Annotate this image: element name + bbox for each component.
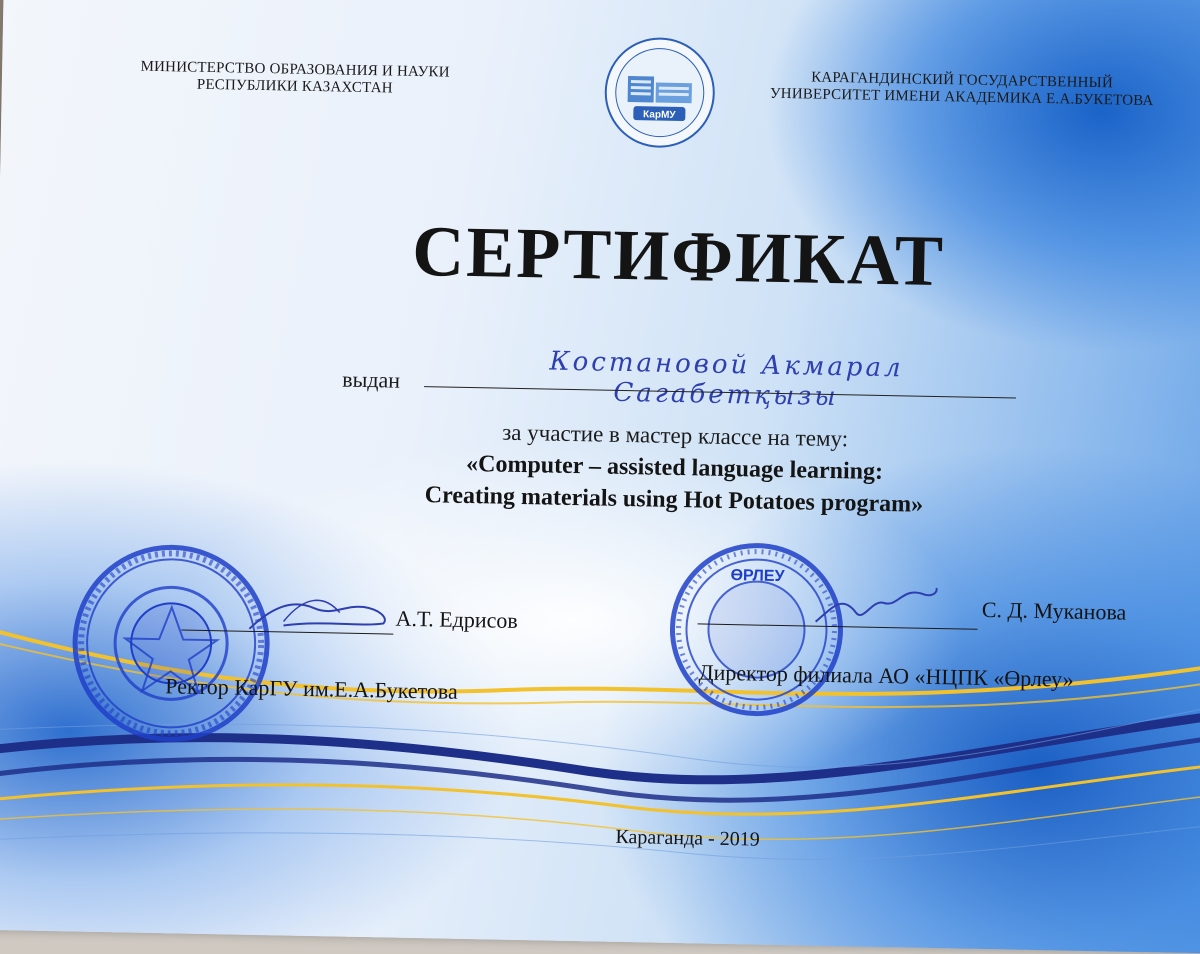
header-university-line1: КАРАГАНДИНСКИЙ ГОСУДАРСТВЕННЫЙ — [810, 69, 1114, 92]
university-logo — [603, 36, 717, 150]
director-signature — [811, 578, 942, 640]
certificate-title: СЕРТИФИКАТ — [411, 210, 946, 302]
topic-line-1: «Computer – assisted language learning: — [465, 450, 884, 485]
rector-signature — [243, 585, 394, 644]
rector-position: Ректор КарГУ им.Е.А.Букетова — [165, 673, 459, 704]
official-seal-stamp — [69, 541, 273, 745]
header-university — [762, 69, 1163, 111]
logo-text: КарМУ — [643, 109, 676, 121]
header-ministry-line2: РЕСПУБЛИКИ КАЗАХСТАН — [196, 76, 393, 97]
topic-line-2: Creating materials using Hot Potatoes program» — [424, 482, 924, 518]
rector-name: А.Т. Едрисов — [395, 605, 519, 633]
header-university-line2: УНИВЕРСИТЕТ ИМЕНИ АКАДЕМИКА Е.А.БУКЕТОВА — [769, 85, 1154, 110]
header-ministry — [110, 58, 481, 99]
recipient-name: Костановой Акмарал Сагабетқызы — [549, 346, 904, 413]
director-position: Директор филиала АО «НЦПК «Өрлеу» — [698, 659, 1074, 692]
issued-label: выдан — [341, 366, 401, 393]
branch-seal-text: ӨРЛЕУ — [730, 567, 785, 586]
participation-text: за участие в мастер классе на тему: — [501, 419, 849, 452]
header-ministry-line1: МИНИСТЕРСТВО ОБРАЗОВАНИЯ И НАУКИ — [140, 58, 450, 81]
director-name: С. Д. Муканова — [981, 596, 1127, 625]
place-and-year: Караганда - 2019 — [615, 825, 760, 851]
